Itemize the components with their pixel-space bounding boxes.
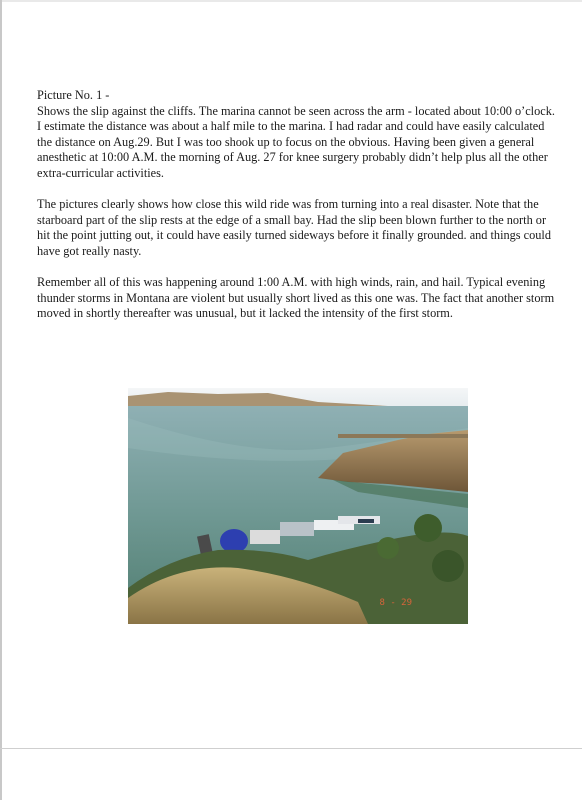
distant-shore — [338, 434, 468, 438]
paragraph-3: Remember all of this was happening around 1:00 A.M. with high winds, rain, and hail. Typical evening thunder storms in Montana are violent but usually short lived as this one was. The fact that another storm moved in shortly thereafter was unusual, but it lacked the intensity of the first storm. — [37, 275, 555, 321]
shrub-3 — [432, 550, 464, 582]
shrub-2 — [377, 537, 399, 559]
photo-date-stamp: 8 - 29 — [379, 598, 412, 608]
shrub-1 — [414, 514, 442, 542]
paragraph-2: The pictures clearly shows how close this wild ride was from turning into a real disaster. Note that the starboard part of the slip rests at the edge of a small bay. Had the slip been blown further to the north or hit the point jutting out, it could have easily turned sideways before it finally grounded. and things could have got really nasty. — [37, 197, 551, 258]
lake-photo — [128, 388, 468, 624]
lake-scene-illustration — [128, 388, 468, 624]
page-edge-left — [0, 0, 2, 800]
document-body — [37, 88, 557, 338]
picture-heading: Picture No. 1 - — [37, 88, 110, 102]
page-edge-top — [0, 0, 582, 2]
page-edge-bottom — [0, 748, 582, 749]
paragraph-1: Shows the slip against the cliffs. The marina cannot be seen across the arm - located about 10:00 o’clock. I estimate the distance was about a half mile to the marina. I had radar and could have easily calculated the distance on Aug.29. But I was too shook up to focus on the obvious. Having been given a general anesthetic at 10:00 A.M. the morning of Aug. 27 for knee surgery probably didn’t help plus all the other extra-curricular activities. — [37, 103, 555, 180]
